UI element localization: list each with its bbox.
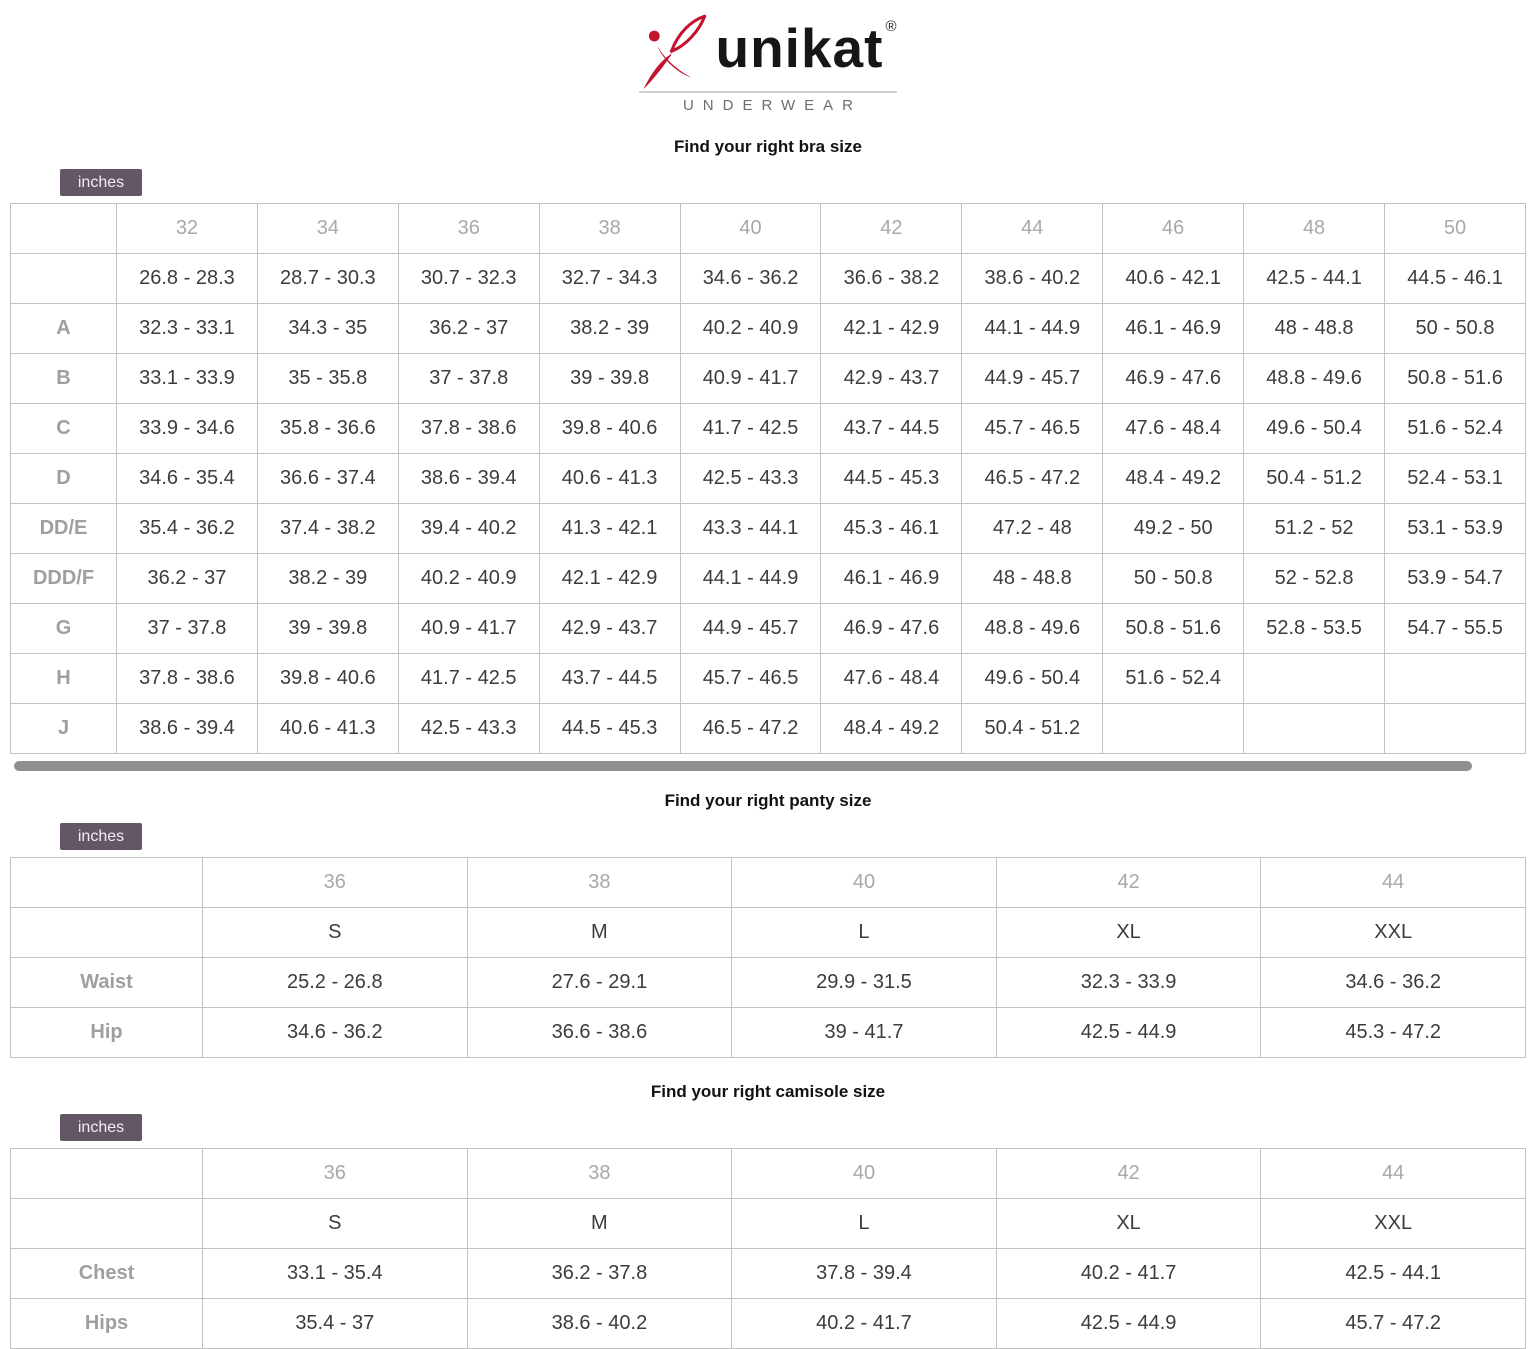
size-column-header: 44: [962, 204, 1103, 254]
size-range-cell: 52 - 52.8: [1244, 554, 1385, 604]
size-range-cell: 42.9 - 43.7: [539, 604, 680, 654]
size-range-cell: 47.6 - 48.4: [1103, 404, 1244, 454]
size-range-cell: 52.4 - 53.1: [1385, 454, 1526, 504]
size-range-cell: 34.6 - 36.2: [1261, 958, 1526, 1008]
row-label: G: [11, 604, 117, 654]
size-range-cell: M: [467, 908, 732, 958]
row-label: D: [11, 454, 117, 504]
size-range-cell: 46.5 - 47.2: [962, 454, 1103, 504]
table-row: [11, 704, 1526, 754]
size-range-cell: 25.2 - 26.8: [203, 958, 468, 1008]
size-range-cell: 41.3 - 42.1: [539, 504, 680, 554]
size-column-header: 50: [1385, 204, 1526, 254]
size-range-cell: 43.7 - 44.5: [539, 654, 680, 704]
size-range-cell: 49.2 - 50: [1103, 504, 1244, 554]
size-range-cell: 39.4 - 40.2: [398, 504, 539, 554]
size-range-cell: 38.6 - 39.4: [117, 704, 258, 754]
size-range-cell: 48.8 - 49.6: [1244, 354, 1385, 404]
size-column-header: 44: [1261, 858, 1526, 908]
table-row: [11, 354, 1526, 404]
size-range-cell: 32.3 - 33.9: [996, 958, 1261, 1008]
size-column-header: 44: [1261, 1149, 1526, 1199]
size-range-cell: [1103, 704, 1244, 754]
size-range-cell: 42.5 - 44.1: [1261, 1249, 1526, 1299]
row-label: [11, 1199, 203, 1249]
size-range-cell: 40.2 - 41.7: [996, 1249, 1261, 1299]
size-range-cell: XXL: [1261, 908, 1526, 958]
size-range-cell: 34.3 - 35: [257, 304, 398, 354]
size-range-cell: 46.5 - 47.2: [680, 704, 821, 754]
size-column-header: 34: [257, 204, 398, 254]
size-range-cell: 44.1 - 44.9: [680, 554, 821, 604]
size-column-header: 36: [398, 204, 539, 254]
size-range-cell: 33.1 - 35.4: [203, 1249, 468, 1299]
size-column-header: 40: [732, 1149, 997, 1199]
size-range-cell: 34.6 - 35.4: [117, 454, 258, 504]
size-range-cell: 50.8 - 51.6: [1385, 354, 1526, 404]
size-column-header: 36: [203, 1149, 468, 1199]
size-range-cell: 40.6 - 42.1: [1103, 254, 1244, 304]
table-row: [11, 604, 1526, 654]
size-range-cell: XL: [996, 1199, 1261, 1249]
size-column-header: 40: [680, 204, 821, 254]
size-range-cell: 29.9 - 31.5: [732, 958, 997, 1008]
size-range-cell: 44.9 - 45.7: [680, 604, 821, 654]
size-range-cell: 32.3 - 33.1: [117, 304, 258, 354]
size-range-cell: 50 - 50.8: [1385, 304, 1526, 354]
size-range-cell: 26.8 - 28.3: [117, 254, 258, 304]
size-range-cell: 52.8 - 53.5: [1244, 604, 1385, 654]
size-range-cell: 49.6 - 50.4: [962, 654, 1103, 704]
inches-tab-panty[interactable]: inches: [60, 823, 142, 850]
table-row: [11, 958, 1526, 1008]
size-range-cell: 37.8 - 38.6: [117, 654, 258, 704]
size-column-header: 38: [467, 1149, 732, 1199]
size-range-cell: 35.4 - 37: [203, 1299, 468, 1349]
size-range-cell: 30.7 - 32.3: [398, 254, 539, 304]
row-label: C: [11, 404, 117, 454]
horizontal-scrollbar[interactable]: [14, 761, 1472, 771]
panty-section-title: Find your right panty size: [664, 791, 872, 810]
column-header-row: [11, 858, 1526, 908]
brand-name: unikat: [715, 17, 884, 79]
size-column-header: 48: [1244, 204, 1385, 254]
camisole-unit-row: [60, 1114, 1536, 1141]
size-range-cell: 36.2 - 37: [398, 304, 539, 354]
corner-cell: [11, 204, 117, 254]
size-range-cell: 38.2 - 39: [257, 554, 398, 604]
registered-trademark-icon: ®: [885, 18, 897, 35]
size-range-cell: 37 - 37.8: [398, 354, 539, 404]
size-range-cell: 38.2 - 39: [539, 304, 680, 354]
size-range-cell: 48.4 - 49.2: [821, 704, 962, 754]
size-range-cell: S: [203, 1199, 468, 1249]
size-range-cell: 35.4 - 36.2: [117, 504, 258, 554]
size-range-cell: 53.1 - 53.9: [1385, 504, 1526, 554]
size-range-cell: S: [203, 908, 468, 958]
size-column-header: 40: [732, 858, 997, 908]
bra-section-title: Find your right bra size: [674, 137, 862, 156]
panty-size-table: [10, 857, 1526, 1058]
size-range-cell: 44.1 - 44.9: [962, 304, 1103, 354]
size-column-header: 42: [821, 204, 962, 254]
panty-unit-row: [60, 823, 1536, 850]
row-label: DDD/F: [11, 554, 117, 604]
size-range-cell: 47.6 - 48.4: [821, 654, 962, 704]
row-label: J: [11, 704, 117, 754]
size-column-header: 46: [1103, 204, 1244, 254]
size-range-cell: 36.6 - 37.4: [257, 454, 398, 504]
table-row: [11, 504, 1526, 554]
size-range-cell: 38.6 - 39.4: [398, 454, 539, 504]
size-range-cell: 45.7 - 46.5: [962, 404, 1103, 454]
size-range-cell: 42.5 - 43.3: [398, 704, 539, 754]
size-range-cell: 54.7 - 55.5: [1385, 604, 1526, 654]
size-range-cell: M: [467, 1199, 732, 1249]
table-row: [11, 254, 1526, 304]
table-row: [11, 1199, 1526, 1249]
size-range-cell: 37.8 - 39.4: [732, 1249, 997, 1299]
size-range-cell: 47.2 - 48: [962, 504, 1103, 554]
table-row: [11, 908, 1526, 958]
size-range-cell: 42.5 - 44.1: [1244, 254, 1385, 304]
size-range-cell: 42.9 - 43.7: [821, 354, 962, 404]
size-range-cell: 46.1 - 46.9: [1103, 304, 1244, 354]
size-range-cell: 44.5 - 45.3: [821, 454, 962, 504]
size-range-cell: 48 - 48.8: [1244, 304, 1385, 354]
table-row: [11, 304, 1526, 354]
brand-subtitle: UNDERWEAR: [639, 91, 896, 114]
size-range-cell: 51.6 - 52.4: [1385, 404, 1526, 454]
size-range-cell: 39.8 - 40.6: [539, 404, 680, 454]
size-range-cell: 33.1 - 33.9: [117, 354, 258, 404]
size-range-cell: 34.6 - 36.2: [203, 1008, 468, 1058]
size-range-cell: 46.9 - 47.6: [1103, 354, 1244, 404]
size-range-cell: 45.3 - 47.2: [1261, 1008, 1526, 1058]
size-column-header: 42: [996, 858, 1261, 908]
size-range-cell: 40.9 - 41.7: [398, 604, 539, 654]
size-range-cell: 37.4 - 38.2: [257, 504, 398, 554]
table-row: [11, 1008, 1526, 1058]
corner-cell: [11, 1149, 203, 1199]
size-range-cell: 50.8 - 51.6: [1103, 604, 1244, 654]
row-label: [11, 254, 117, 304]
size-column-header: 38: [539, 204, 680, 254]
size-column-header: 36: [203, 858, 468, 908]
size-range-cell: 42.5 - 43.3: [680, 454, 821, 504]
size-range-cell: XXL: [1261, 1199, 1526, 1249]
brand-logo: [0, 0, 1536, 115]
size-range-cell: 36.6 - 38.6: [467, 1008, 732, 1058]
size-range-cell: L: [732, 908, 997, 958]
size-range-cell: 40.2 - 40.9: [680, 304, 821, 354]
size-range-cell: 48.4 - 49.2: [1103, 454, 1244, 504]
bra-size-table: [10, 203, 1526, 754]
size-range-cell: 45.7 - 47.2: [1261, 1299, 1526, 1349]
size-range-cell: XL: [996, 908, 1261, 958]
size-column-header: 32: [117, 204, 258, 254]
size-range-cell: 44.5 - 46.1: [1385, 254, 1526, 304]
size-range-cell: 38.6 - 40.2: [962, 254, 1103, 304]
camisole-size-table: [10, 1148, 1526, 1349]
table-row: [11, 404, 1526, 454]
unikat-figure-icon: [639, 12, 711, 96]
row-label: DD/E: [11, 504, 117, 554]
bra-unit-row: [60, 169, 1536, 196]
size-range-cell: 35 - 35.8: [257, 354, 398, 404]
size-range-cell: 42.1 - 42.9: [821, 304, 962, 354]
size-range-cell: 34.6 - 36.2: [680, 254, 821, 304]
size-range-cell: 45.7 - 46.5: [680, 654, 821, 704]
size-range-cell: L: [732, 1199, 997, 1249]
size-column-header: 42: [996, 1149, 1261, 1199]
table-row: [11, 654, 1526, 704]
size-column-header: 38: [467, 858, 732, 908]
size-range-cell: 40.6 - 41.3: [539, 454, 680, 504]
size-range-cell: 45.3 - 46.1: [821, 504, 962, 554]
row-label: [11, 908, 203, 958]
size-range-cell: 53.9 - 54.7: [1385, 554, 1526, 604]
row-label: A: [11, 304, 117, 354]
size-range-cell: 46.9 - 47.6: [821, 604, 962, 654]
table-row: [11, 1249, 1526, 1299]
size-range-cell: 39 - 39.8: [257, 604, 398, 654]
size-range-cell: 37.8 - 38.6: [398, 404, 539, 454]
column-header-row: [11, 1149, 1526, 1199]
table-row: [11, 454, 1526, 504]
row-label: Hip: [11, 1008, 203, 1058]
size-range-cell: 42.1 - 42.9: [539, 554, 680, 604]
row-label: B: [11, 354, 117, 404]
size-range-cell: 36.6 - 38.2: [821, 254, 962, 304]
camisole-section-title: Find your right camisole size: [650, 1082, 886, 1101]
size-range-cell: 41.7 - 42.5: [398, 654, 539, 704]
size-range-cell: 51.2 - 52: [1244, 504, 1385, 554]
size-range-cell: 28.7 - 30.3: [257, 254, 398, 304]
size-range-cell: 39 - 41.7: [732, 1008, 997, 1058]
size-range-cell: 42.5 - 44.9: [996, 1008, 1261, 1058]
size-range-cell: 38.6 - 40.2: [467, 1299, 732, 1349]
size-range-cell: 46.1 - 46.9: [821, 554, 962, 604]
size-range-cell: 40.9 - 41.7: [680, 354, 821, 404]
size-range-cell: 44.9 - 45.7: [962, 354, 1103, 404]
size-range-cell: 39 - 39.8: [539, 354, 680, 404]
size-range-cell: [1385, 704, 1526, 754]
table-row: [11, 554, 1526, 604]
size-range-cell: 43.3 - 44.1: [680, 504, 821, 554]
size-range-cell: 32.7 - 34.3: [539, 254, 680, 304]
size-range-cell: 42.5 - 44.9: [996, 1299, 1261, 1349]
inches-tab-camisole[interactable]: inches: [60, 1114, 142, 1141]
row-label: Chest: [11, 1249, 203, 1299]
inches-tab-bra[interactable]: inches: [60, 169, 142, 196]
size-range-cell: 37 - 37.8: [117, 604, 258, 654]
size-range-cell: 36.2 - 37.8: [467, 1249, 732, 1299]
row-label: H: [11, 654, 117, 704]
size-range-cell: 50 - 50.8: [1103, 554, 1244, 604]
table-row: [11, 1299, 1526, 1349]
size-range-cell: 39.8 - 40.6: [257, 654, 398, 704]
row-label: Waist: [11, 958, 203, 1008]
size-range-cell: 43.7 - 44.5: [821, 404, 962, 454]
column-header-row: [11, 204, 1526, 254]
size-range-cell: 35.8 - 36.6: [257, 404, 398, 454]
size-range-cell: 40.6 - 41.3: [257, 704, 398, 754]
size-range-cell: 49.6 - 50.4: [1244, 404, 1385, 454]
row-label: Hips: [11, 1299, 203, 1349]
size-range-cell: 41.7 - 42.5: [680, 404, 821, 454]
size-range-cell: 36.2 - 37: [117, 554, 258, 604]
size-range-cell: [1244, 704, 1385, 754]
size-range-cell: 40.2 - 40.9: [398, 554, 539, 604]
size-range-cell: [1244, 654, 1385, 704]
size-range-cell: 40.2 - 41.7: [732, 1299, 997, 1349]
size-range-cell: 44.5 - 45.3: [539, 704, 680, 754]
size-range-cell: 51.6 - 52.4: [1103, 654, 1244, 704]
size-range-cell: [1385, 654, 1526, 704]
size-range-cell: 50.4 - 51.2: [1244, 454, 1385, 504]
size-range-cell: 33.9 - 34.6: [117, 404, 258, 454]
size-range-cell: 48 - 48.8: [962, 554, 1103, 604]
size-range-cell: 50.4 - 51.2: [962, 704, 1103, 754]
corner-cell: [11, 858, 203, 908]
size-range-cell: 27.6 - 29.1: [467, 958, 732, 1008]
size-range-cell: 48.8 - 49.6: [962, 604, 1103, 654]
